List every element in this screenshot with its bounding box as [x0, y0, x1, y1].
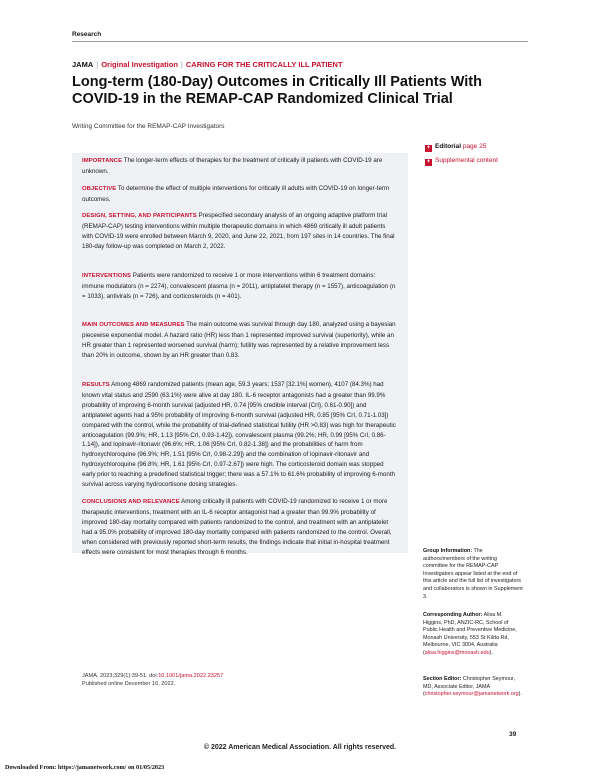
- info-text: Christopher Seymour, MD, Associate Editor, JAMA (: [423, 676, 515, 698]
- info-text-close: ).: [489, 649, 493, 656]
- citation-line: [82, 672, 223, 680]
- section-heading: DESIGN, SETTING, AND PARTICIPANTS: [82, 213, 197, 219]
- info-heading: Corresponding Author:: [423, 612, 483, 618]
- info-heading: Section Editor:: [423, 676, 462, 682]
- abstract-design: [82, 211, 398, 252]
- group-information: [423, 548, 523, 601]
- editorial-link[interactable]: [425, 143, 486, 152]
- plus-icon: +: [426, 159, 431, 165]
- section-heading: CONCLUSIONS AND RELEVANCE: [82, 499, 180, 505]
- journal-name: JAMA: [72, 60, 94, 69]
- page-number: 39: [509, 731, 517, 738]
- section-heading: MAIN OUTCOMES AND MEASURES: [82, 322, 185, 328]
- info-text: Alisa M. Higgins, PhD, ANZIC-RC, School of Public Health and Preventive Medicine, Monash University, 553 St Kilda Rd, Melbourne, VIC 3004, Australia (: [423, 612, 517, 656]
- kicker-separator: |: [180, 60, 183, 69]
- copyright-notice: © 2022 American Medical Association. All rights reserved.: [203, 744, 397, 751]
- section-editor: [423, 676, 523, 699]
- published-date: Published online December 16, 2022.: [82, 681, 176, 687]
- editorial-page[interactable]: page 25: [462, 143, 487, 150]
- abstract-results: [82, 380, 398, 490]
- corresponding-author: [423, 612, 523, 658]
- abstract-objective: [82, 184, 398, 205]
- kicker-separator: |: [96, 60, 99, 69]
- section-text: Patients were randomized to receive 1 or more interventions within 6 treatment domains: immune modulators (n = 2274), convalescent plasma (n = 2011), antiplatelet therapy (n = 1557), anticoagulation (n = 1033), antivirals (n = 726), and corticosteroids (n = 401).: [82, 272, 396, 300]
- article-series[interactable]: CARING FOR THE CRITICALLY ILL PATIENT: [185, 60, 343, 69]
- citation: [82, 672, 223, 688]
- section-text: The main outcome was survival through day 180, analyzed using a bayesian piecewise exponential model. A hazard ratio (HR) less than 1 represented improved survival (superiority), while an HR greater than 1 represented worsened survival (harm); futility was represented by a relative improvement less than 20% in outcome, shown by an HR greater than 0.83.: [82, 321, 396, 359]
- header-rule: [72, 41, 528, 42]
- abstract-conclusions: [82, 497, 398, 557]
- abstract-outcomes: [82, 320, 398, 361]
- supplemental-label[interactable]: Supplemental content: [435, 157, 498, 164]
- author-byline: Writing Committee for the REMAP-CAP Investigators: [72, 123, 225, 130]
- citation-text: JAMA. 2023;329(1):39-51. doi:: [82, 673, 159, 679]
- section-text: To determine the effect of multiple interventions for critically ill adults with COVID-19 on longer-term outcomes.: [82, 185, 390, 203]
- section-heading: IMPORTANCE: [82, 158, 123, 164]
- doi-link[interactable]: 10.1001/jama.2022.23257: [158, 673, 224, 679]
- supplemental-content-link[interactable]: [425, 157, 498, 166]
- editorial-label: Editorial: [435, 143, 462, 150]
- info-heading: Group Information:: [423, 548, 473, 554]
- section-text: Among critically ill patients with COVID-19 randomized to receive 1 or more therapeutic interventions, treatment with an IL-6 receptor antagonist had a greater than 99.9% probability of improved 180-day mortality compared with patients randomized to the control, and treatment with an antiplatelet had a 95.0% probability of improved 180-day mortality compared with patients randomized to the control. Overall, when considered with previously reported short-term results, the findings indicate that initial in-hospital treatment effects were consistent for most therapies through 6 months.: [82, 498, 392, 556]
- article-title: Long-term (180-Day) Outcomes in Critically Ill Patients With COVID-19 in the REMAP-CAP Randomized Clinical Trial: [72, 74, 482, 107]
- section-heading: RESULTS: [82, 382, 110, 388]
- section-text: Prespecified secondary analysis of an ongoing adaptive platform trial (REMAP-CAP) testing interventions within multiple therapeutic domains in which 4869 critically ill adult patients with COVID-19 were enrolled between March 9, 2020, and June 22, 2021, from 197 sites in 14 countries. The final 180-day follow-up was completed on March 2, 2022.: [82, 212, 395, 250]
- email-link[interactable]: christopher.seymour@jamanetwork.org: [424, 691, 519, 698]
- abstract-interventions: [82, 271, 398, 302]
- plus-icon: +: [426, 145, 431, 151]
- article-kicker: [72, 60, 343, 69]
- info-text-close: ).: [518, 691, 522, 698]
- abstract-importance: [82, 156, 398, 177]
- section-heading: INTERVENTIONS: [82, 273, 131, 279]
- section-heading: OBJECTIVE: [82, 186, 117, 192]
- email-link[interactable]: alisa.higgins@monash.edu: [424, 649, 490, 656]
- section-text: Among 4869 randomized patients (mean age, 59.3 years; 1537 [32.1%] women), 4107 (84.3%) had known vital status and 2590 (63.1%) were alive at day 180. IL-6 receptor antagonists had a greater than 99.9% probability of improving 6-month survival (adjusted HR, 0.74 [95% credible interval {CrI}, 0.61-0.90]) and antiplatelet agents had a 95% probability of improving 6-month survival (adjusted HR, 0.85 [95% CrI, 0.71-1.03]) compared with the control, while the probability of trial-defined statistical futility (HR >0.83) was high for therapeutic anticoagulation (99.9%; HR, 1.13 [95% CrI, 0.93-1.42]), convalescent plasma (99.2%; HR, 0.99 [95% CrI, 0.86-1.14]), and lopinavir-ritonavir (96.6%; HR, 1.06 [95% CrI, 0.82-1.38]) and the probabilities of harm from hydroxychloroquine (96.9%; HR, 1.51 [95% CrI, 0.98-2.29]) and the combination of lopinavir-ritonavir and hydroxychloroquine (96.8%; HR, 1.61 [95% CrI, 0.97-2.67]) were high. The corticosteroid domain was stopped early prior to reaching a predefined statistical trigger; there was a 57.1% to 61.6% probability of improving 6-month survival across varying hydrocortisone dosing strategies.: [82, 381, 396, 489]
- download-stamp: Downloaded From: https://jamanetwork.com/ on 01/05/2023: [5, 764, 165, 771]
- article-type[interactable]: Original Investigation: [101, 60, 178, 69]
- info-text: The authors/members of the writing committee for the REMAP-CAP Investigators appear listed at the end of this article and the full list of investigators and collaborators is shown in Supplement 3.: [423, 548, 523, 600]
- section-label: Research: [72, 31, 102, 38]
- section-text: The longer-term effects of therapies for the treatment of critically ill patients with COVID-19 are unknown.: [82, 157, 383, 175]
